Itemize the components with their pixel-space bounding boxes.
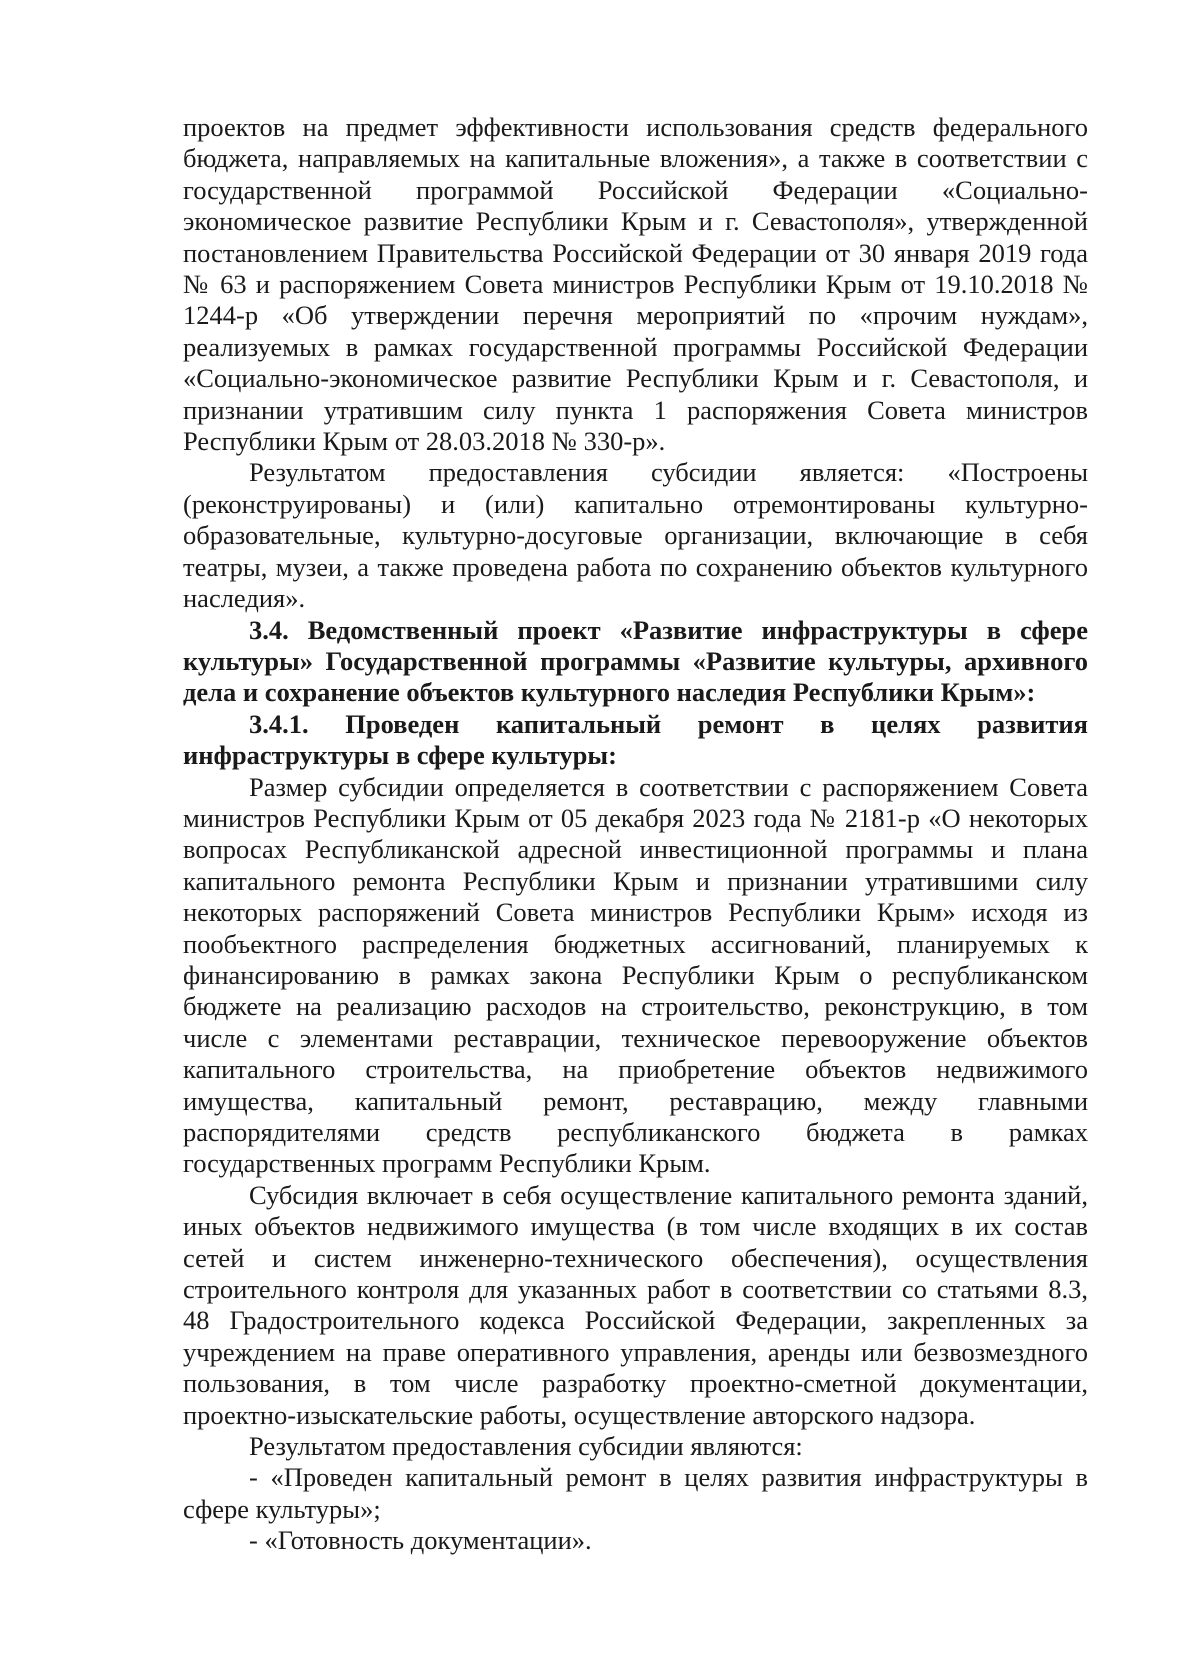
list-item-result-1: - «Проведен капитальный ремонт в целях развития инфраструктуры в сфере культуры»; <box>183 1462 1088 1524</box>
paragraph-result-3-3: Результатом предоставления субсидии является: «Построены (реконструированы) и (или) капитально отремонтированы культурно-образовательные, культурно-досуговые организации, включающие в себя театры, музеи, а также проведена работа по сохранению объектов культурного наследия». <box>183 457 1088 614</box>
paragraph-subsidy-includes: Субсидия включает в себя осуществление капитального ремонта зданий, иных объектов недвижимого имущества (в том числе входящих в их состав сетей и систем инженерно-технического обеспечения), осуществления строительного контроля для указанных работ в соответствии со статьями 8.3, 48 Градостроительного кодекса Российской Федерации, закрепленных за учреждением на праве оперативного управления, аренды или безвозмездного пользования, в том числе разработку проектно-сметной документации, проектно-изыскательские работы, осуществление авторского надзора. <box>183 1179 1088 1430</box>
section-heading-3-4: 3.4. Ведомственный проект «Развитие инфраструктуры в сфере культуры» Государственной программы «Развитие культуры, архивного дела и сохранение объектов культурного наследия Республики Крым»: <box>183 614 1088 708</box>
document-body <box>183 112 1088 1557</box>
paragraph-results-intro: Результатом предоставления субсидии являются: <box>249 1431 803 1462</box>
paragraph-subsidy-size: Размер субсидии определяется в соответствии с распоряжением Совета министров Республики Крым от 05 декабря 2023 года № 2181-р «О некоторых вопросах Республиканской адресной инвестиционной программы и плана капитального ремонта Республики Крым и признании утратившими силу некоторых распоряжений Совета министров Республики Крым» исходя из пообъектного распределения бюджетных ассигнований, планируемых к финансированию в рамках закона Республики Крым о республиканском бюджете на реализацию расходов на строительство, реконструкцию, в том числе с элементами реставрации, техническое перевооружение объектов капитального строительства, на приобретение объектов недвижимого имущества, капитальный ремонт, реставрацию, между главными распорядителями средств республиканского бюджета в рамках государственных программ Республики Крым. <box>183 771 1088 1179</box>
paragraph-continuation: проектов на предмет эффективности использования средств федерального бюджета, направляемых на капитальные вложения», а также в соответствии с государственной программой Российской Федерации «Социально-экономическое развитие Республики Крым и г. Севастополя», утвержденной постановлением Правительства Российской Федерации от 30 января 2019 года № 63 и распоряжением Совета министров Республики Крым от 19.10.2018 № 1244-р «Об утверждении перечня мероприятий по «прочим нуждам», реализуемых в рамках государственной программы Российской Федерации «Социально-экономическое развитие Республики Крым и г. Севастополя, и признании утратившим силу пункта 1 распоряжения Совета министров Республики Крым от 28.03.2018 № 330-р». <box>183 112 1088 457</box>
subsection-heading-3-4-1: 3.4.1. Проведен капитальный ремонт в целях развития инфраструктуры в сфере культуры: <box>183 708 1088 771</box>
list-item-result-2: - «Готовность документации». <box>249 1525 592 1556</box>
